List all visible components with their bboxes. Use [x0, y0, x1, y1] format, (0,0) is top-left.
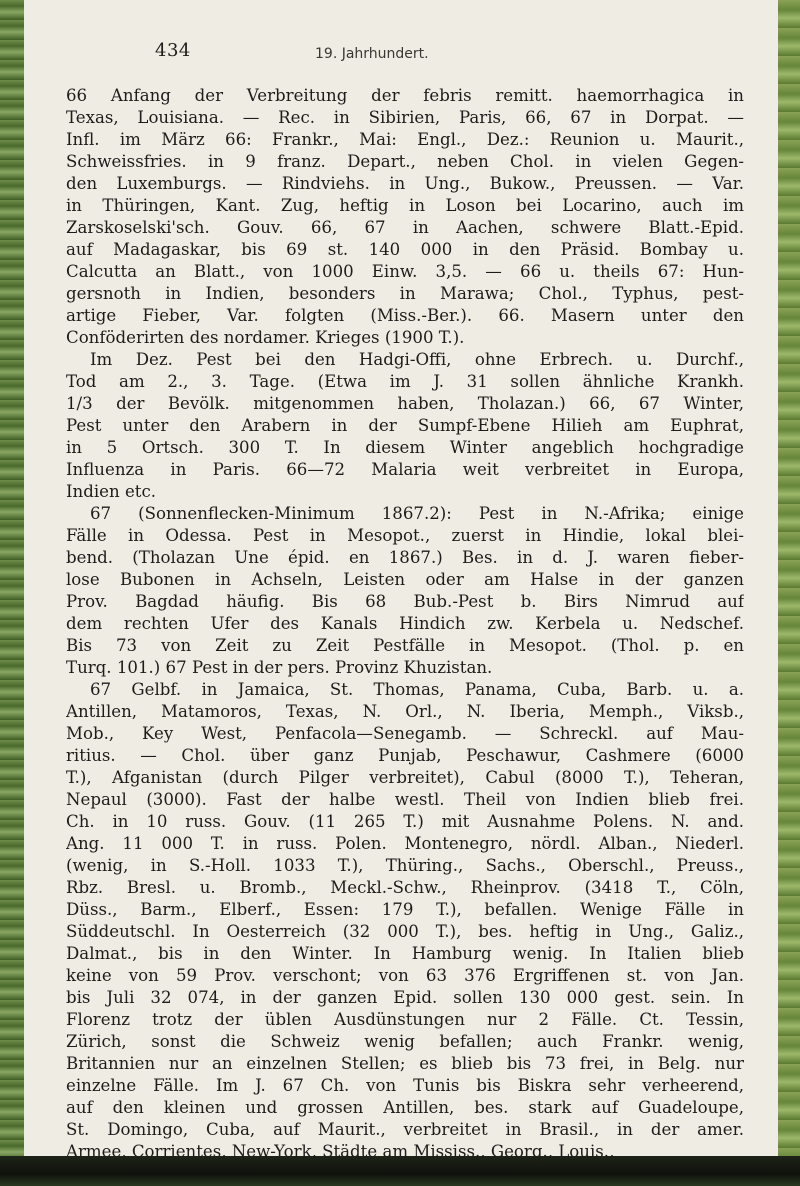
- text-line: Calcutta an Blatt., von 1000 Einw. 3,5. — 66 u. theils 67: Hun-: [66, 262, 744, 281]
- text-line: Fälle in Odessa. Pest in Mesopot., zuerst in Hindie, lokal blei-: [66, 526, 744, 545]
- running-head: 19. Jahrhundert.: [315, 46, 429, 62]
- text-line: St. Domingo, Cuba, auf Maurit., verbreitet in Brasil., in der amer.: [66, 1120, 744, 1139]
- text-line: bend. (Tholazan Une épid. en 1867.) Bes. in d. J. waren fieber-: [66, 548, 744, 567]
- text-line: Süddeutschl. In Oesterreich (32 000 T.), bes. heftig in Ung., Galiz.,: [66, 922, 744, 941]
- text-line: keine von 59 Prov. verschont; von 63 376 Ergriffenen st. von Jan.: [66, 966, 744, 985]
- paragraph: [66, 503, 744, 679]
- text-line: 67 Gelbf. in Jamaica, St. Thomas, Panama, Cuba, Barb. u. a.: [90, 680, 744, 699]
- text-line: Influenza in Paris. 66—72 Malaria weit verbreitet in Europa,: [66, 460, 744, 479]
- text-line: Conföderirten des nordamer. Krieges (1900 T.).: [66, 328, 465, 347]
- paragraph: [66, 679, 744, 1163]
- text-line: Pest unter den Arabern in der Sumpf-Ebene Hilieh am Euphrat,: [66, 416, 744, 435]
- paragraph: [66, 85, 744, 349]
- text-line: in 5 Ortsch. 300 T. In diesem Winter angeblich hochgradige: [66, 438, 744, 457]
- text-line: Indien etc.: [66, 482, 157, 501]
- page-edge-right: [778, 0, 800, 1186]
- text-line: Ang. 11 000 T. in russ. Polen. Montenegro, nördl. Alban., Niederl.: [66, 834, 744, 853]
- text-line: einzelne Fälle. Im J. 67 Ch. von Tunis bis Biskra sehr verheerend,: [66, 1076, 744, 1095]
- text-line: Schweissfries. in 9 franz. Depart., neben Chol. in vielen Gegen-: [66, 152, 744, 171]
- text-line: in Thüringen, Kant. Zug, heftig in Loson bei Locarino, auch im: [66, 196, 744, 215]
- text-line: (wenig, in S.-Holl. 1033 T.), Thüring., Sachs., Oberschl., Preuss.,: [66, 856, 744, 875]
- text-line: Mob., Key West, Penfacola—Senegamb. — Schreckl. auf Mau-: [66, 724, 744, 743]
- text-line: bis Juli 32 074, in der ganzen Epid. sollen 130 000 gest. sein. In: [66, 988, 744, 1007]
- text-line: Tod am 2., 3. Tage. (Etwa im J. 31 sollen ähnliche Krankh.: [66, 372, 744, 391]
- text-line: dem rechten Ufer des Kanals Hindich zw. Kerbela u. Nedschef.: [66, 614, 744, 633]
- text-line: Rbz. Bresl. u. Bromb., Meckl.-Schw., Rheinprov. (3418 T., Cöln,: [66, 878, 744, 897]
- text-line: Düss., Barm., Elberf., Essen: 179 T.), befallen. Wenige Fälle in: [66, 900, 744, 919]
- page-number: 434: [155, 40, 191, 61]
- text-line: Armee, Corrientes, New-York, Städte am Mississ., Georg., Louis.,: [66, 1142, 615, 1161]
- text-line: 66 Anfang der Verbreitung der febris remitt. haemorrhagica in: [66, 86, 744, 105]
- text-line: Prov. Bagdad häufig. Bis 68 Bub.-Pest b. Birs Nimrud auf: [66, 592, 744, 611]
- text-line: 67 (Sonnenflecken-Minimum 1867.2): Pest in N.-Afrika; einige: [90, 504, 744, 523]
- text-line: den Luxemburgs. — Rindviehs. in Ung., Bukow., Preussen. — Var.: [66, 174, 744, 193]
- text-line: Zarskoselski'sch. Gouv. 66, 67 in Aachen, schwere Blatt.-Epid.: [66, 218, 744, 237]
- text-line: Ch. in 10 russ. Gouv. (11 265 T.) mit Ausnahme Polens. N. and.: [66, 812, 744, 831]
- text-line: 1/3 der Bevölk. mitgenommen haben, Tholazan.) 66, 67 Winter,: [66, 394, 744, 413]
- body-text: [66, 85, 744, 1163]
- text-line: lose Bubonen in Achseln, Leisten oder am Halse in der ganzen: [66, 570, 744, 589]
- text-line: auf den kleinen und grossen Antillen, bes. stark auf Guadeloupe,: [66, 1098, 744, 1117]
- text-line: Im Dez. Pest bei den Hadgi-Offi, ohne Erbrech. u. Durchf.,: [90, 350, 744, 369]
- text-line: Zürich, sonst die Schweiz wenig befallen; auch Frankr. wenig,: [66, 1032, 744, 1051]
- text-line: Bis 73 von Zeit zu Zeit Pestfälle in Mesopot. (Thol. p. en: [66, 636, 744, 655]
- text-line: T.), Afganistan (durch Pilger verbreitet), Cabul (8000 T.), Teheran,: [66, 768, 744, 787]
- text-line: Turq. 101.) 67 Pest in der pers. Provinz Khuzistan.: [66, 658, 493, 677]
- text-line: Florenz trotz der üblen Ausdünstungen nur 2 Fälle. Ct. Tessin,: [66, 1010, 744, 1029]
- text-line: artige Fieber, Var. folgten (Miss.-Ber.). 66. Masern unter den: [66, 306, 744, 325]
- text-line: auf Madagaskar, bis 69 st. 140 000 in den Präsid. Bombay u.: [66, 240, 744, 259]
- page-edge-left: [0, 0, 24, 1186]
- text-line: ritius. — Chol. über ganz Punjab, Peschawur, Cashmere (6000: [66, 746, 744, 765]
- text-line: Antillen, Matamoros, Texas, N. Orl., N. Iberia, Memph., Viksb.,: [66, 702, 744, 721]
- paragraph: [66, 349, 744, 503]
- text-line: gersnoth in Indien, besonders in Marawa; Chol., Typhus, pest-: [66, 284, 744, 303]
- text-line: Britannien nur an einzelnen Stellen; es blieb bis 73 frei, in Belg. nur: [66, 1054, 744, 1073]
- text-line: Nepaul (3000). Fast der halbe westl. Theil von Indien blieb frei.: [66, 790, 744, 809]
- text-line: Texas, Louisiana. — Rec. in Sibirien, Paris, 66, 67 in Dorpat. —: [66, 108, 744, 127]
- page-header: [155, 40, 755, 70]
- text-line: Dalmat., bis in den Winter. In Hamburg wenig. In Italien blieb: [66, 944, 744, 963]
- text-line: Infl. im März 66: Frankr., Mai: Engl., Dez.: Reunion u. Maurit.,: [66, 130, 744, 149]
